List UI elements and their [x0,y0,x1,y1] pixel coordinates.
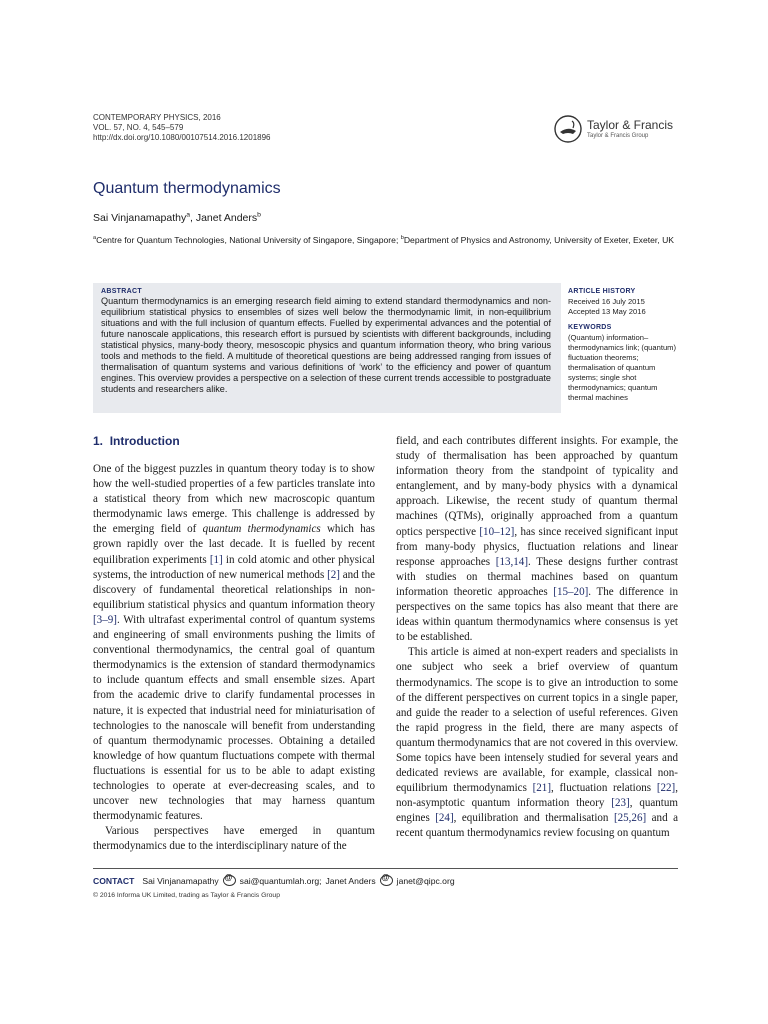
email-icon [223,875,236,886]
citation-link[interactable]: [3–9] [93,613,117,626]
journal-name: CONTEMPORARY PHYSICS, 2016 [93,113,221,122]
abstract-box [93,283,561,413]
contact-line [93,875,455,886]
paragraph [396,645,678,841]
journal-volume: VOL. 57, NO. 4, 545–579 [93,123,184,132]
email-link[interactable]: sai@quantumlah.org; [239,875,322,886]
citation-link[interactable]: [13,14] [495,555,528,568]
text-run: , fluctuation relations [551,782,657,795]
citation-link[interactable]: [24] [435,812,454,825]
text-run: and a recent quantum thermodynamics review focusing on quantum [396,812,678,840]
author-mark: a [186,211,190,219]
text-run: One of the biggest puzzles in quantum theory today is to show how the well-studied properties of a few particles translate into a statistical theory from which new macroscopic quantum thermodynamic laws emerge. This challenge is addressed by the emerging field of [93,463,375,536]
text-run: field, and each contributes different insights. For example, the study of thermalisation has been approached by quantum information theory from the standpoint of typicality and entanglement, and by many-body physics with a dynamical approach. Likewise, the recent study of quantum thermal machines (QTMs), originally approached from a quantum optics perspective [396,435,678,538]
citation-link[interactable]: [22] [656,782,676,795]
text-run: This article is aimed at non-expert readers and specialists in one subject who seek a brief overview of quantum thermodynamics. The scope is to give an introduction to some of the different perspectives on current topics in a single paper, and guide the reader to a selection of useful references. Given the rapid progress in the field, there are many aspects of quantum thermodynamics that are not covered in this overview. Some topics have been intensely studied for several years and dedicated reviews are available, for example, classical non-equilibrium thermodynamics [396,646,678,795]
publisher-group: Taylor & Francis Group [587,132,649,139]
text-run: which has grown rapidly over the last decade. It is fuelled by recent equilibration experiments [93,523,375,566]
section-title: Introduction [109,434,180,448]
affiliation-mark: b [400,235,404,242]
author-name[interactable]: Sai Vinjanamapathy [93,212,187,224]
contact-label: CONTACT [93,875,135,886]
footer-divider [93,868,678,869]
text-run: , equilibration and thermalisation [453,812,614,825]
affiliation-a: Centre for Quantum Technologies, National University of Singapore, Singapore; [96,235,399,245]
article-sidebar [568,287,678,403]
lamp-icon [553,114,583,144]
journal-info [93,113,271,143]
affiliation-b: Department of Physics and Astronomy, University of Exeter, Exeter, UK [403,235,675,245]
paragraph: Various perspectives have emerged in quantum thermodynamics due to the interdisciplinary nature of the [93,825,375,853]
abstract-text: Quantum thermodynamics is an emerging research field aiming to extend standard thermodynamics and non-equilibrium statistical physics to ensembles of sizes well below the thermodynamic limit, in non-equilibrium situations and with the full inclusion of quantum effects. Fuelled by experimental advances and the potential of future nanoscale applications, this research effort is pursued by scientists with different backgrounds, including statistical physics, many-body theory, mesoscopic physics and quantum information theory, who bring various tools and methods to the field. A multitude of theoretical questions are being addressed ranging from issues of thermalisation of quantum systems and various definitions of ‘work’ to the efficiency and power of quantum engines. This overview provides a perspective on a selection of these current trends accessible to postgraduate students and researchers alike. [101,296,551,394]
paragraph [93,462,375,824]
article-history-heading: ARTICLE HISTORY [568,288,636,295]
publisher-logo [553,114,673,144]
citation-link[interactable]: [1] [209,553,223,566]
received-date: Received 16 July 2015 [568,297,645,306]
affiliations [93,235,678,246]
citation-link[interactable]: [15–20] [553,585,589,598]
article-title: Quantum thermodynamics [93,180,281,197]
text-run: and the discovery of fundamental theoretical relationships in non-equilibrium statistical physics and quantum information theory [93,568,375,611]
section-heading [93,432,375,450]
text-run: . The difference in perspectives on the same topics has also meant that there are ideas within quantum thermodynamics where consensus is yet to be established. [396,585,678,644]
author-name[interactable]: Janet Anders [195,212,258,224]
citation-link[interactable]: [25,26] [613,812,647,825]
body-column-right [396,434,678,842]
citation-link[interactable]: [2] [327,568,340,581]
text-run: in cold atomic and other physical systems, the introduction of new numerical methods [93,553,375,581]
accepted-date: Accepted 13 May 2016 [568,307,646,316]
text-run: , non-asymptotic quantum information theory [396,782,678,810]
keywords-heading: KEYWORDS [568,324,612,331]
keywords-text: (Quantum) information–thermodynamics link; (quantum) fluctuation theorems; thermalisation of quantum systems; single shot thermodynamics; quantum thermal machines [568,333,677,402]
copyright-notice: © 2016 Informa UK Limited, trading as Taylor & Francis Group [93,892,280,899]
contact-author: Janet Anders [325,875,376,886]
abstract-heading: ABSTRACT [101,288,142,295]
author-list: Sai Vinjanamapathy$^a$, Janet Anders$^b$ [93,211,261,224]
text-run-italic: quantum thermodynamics [202,523,321,536]
text-run: . These designs further contrast with studies on thermal machines based on quantum information theoretic approaches [396,555,678,598]
author-mark: b [257,211,261,219]
paragraph [396,434,678,645]
citation-link[interactable]: [21] [532,782,552,795]
email-link[interactable]: janet@qipc.org [396,875,455,886]
affiliation-mark: a [93,235,97,242]
body-column-left [93,432,375,854]
email-icon [380,875,393,886]
contact-author: Sai Vinjanamapathy [142,875,219,886]
text-run: . With ultrafast experimental control of quantum systems and engineering of small environments pushing the limits of conventional thermodynamics, the central goal of quantum thermodynamics is the extension of standard thermodynamics to include quantum effects and small ensemble sizes. Apart from the academic drive to clarify fundamental processes in nature, it is expected that industrial need for miniaturisation of technologies to the nanoscale will benefit from understanding of quantum thermodynamic processes. Obtaining a detailed knowledge of how quantum fluctuations compete with thermal fluctuations is essential for us to be able to adapt existing technologies to operate at ever-decreasing scales, and to uncover new technologies that may harness quantum thermodynamic features. [93,613,375,823]
publisher-name: Taylor & Francis [587,117,674,132]
section-number: 1. [93,434,104,448]
text-run: , has since received significant input from many-body physics, fluctuation relations and linear response approaches [396,525,678,568]
citation-link[interactable]: [23] [611,797,630,810]
text-run: , quantum engines [396,797,678,825]
doi-link[interactable]: http://dx.doi.org/10.1080/00107514.2016.1201896 [93,133,271,142]
citation-link[interactable]: [10–12] [479,525,515,538]
